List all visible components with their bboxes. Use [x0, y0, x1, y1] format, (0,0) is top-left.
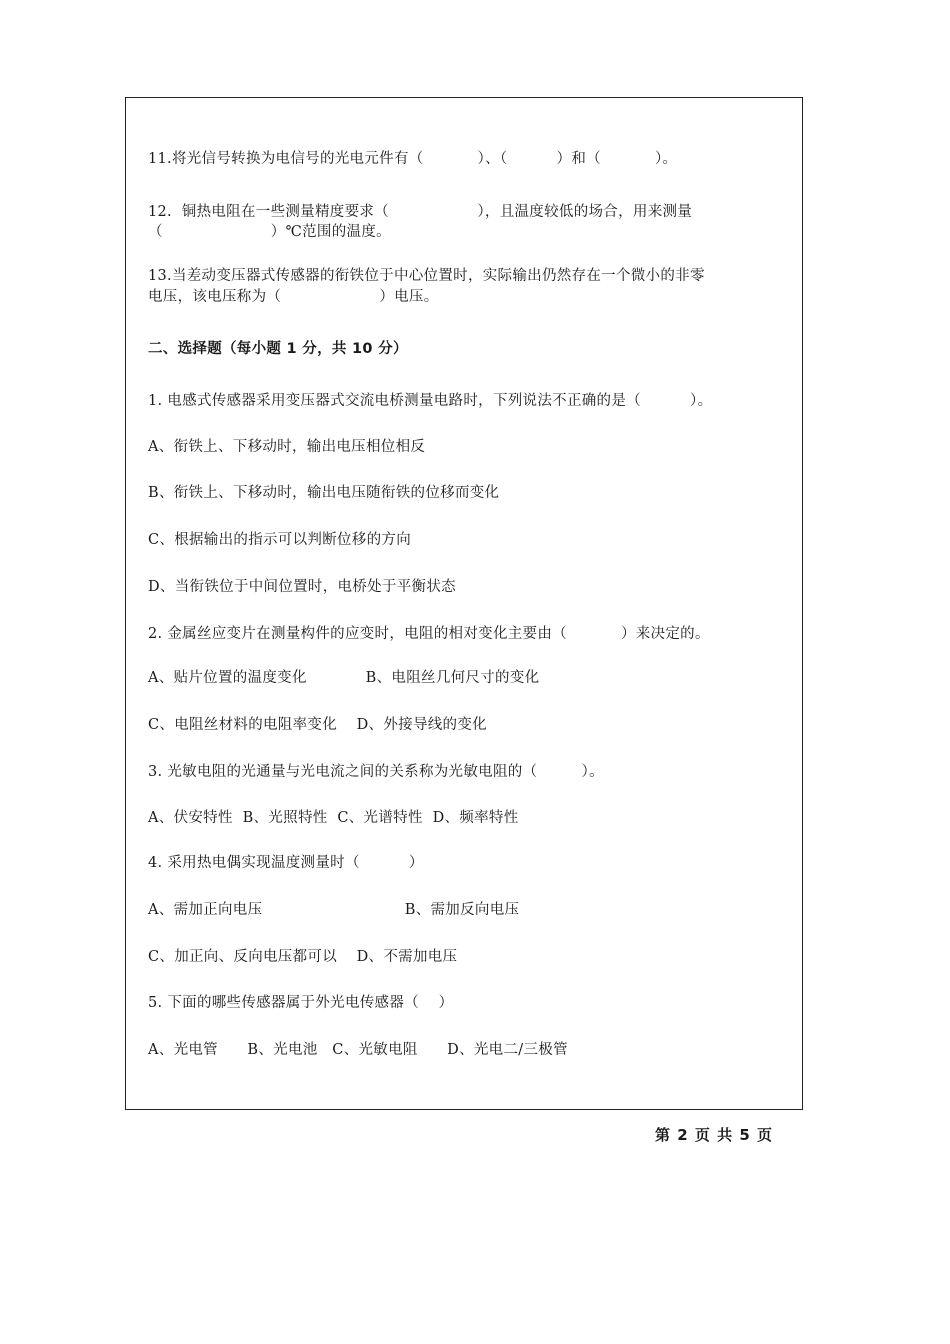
- section-heading-choice: 二、选择题（每小题 1 分，共 10 分）: [148, 341, 408, 357]
- choice-question-2: 2. 金属丝应变片在测量构件的应变时，电阻的相对变化主要由（ ）来决定的。: [148, 626, 710, 642]
- question-13-line-1: 13.当差动变压器式传感器的衔铁位于中心位置时，实际输出仍然存在一个微小的非零: [148, 268, 705, 284]
- choice-2-options-cd: C、电阻丝材料的电阻率变化 D、外接导线的变化: [148, 717, 487, 733]
- choice-5-options: A、光电管 B、光电池 C、光敏电阻 D、光电二/三极管: [148, 1042, 568, 1058]
- choice-question-4: 4. 采用热电偶实现温度测量时（ ）: [148, 855, 424, 871]
- choice-1-option-b: B、衔铁上、下移动时，输出电压随衔铁的位移而变化: [148, 485, 500, 501]
- question-12-line-2: （ ）℃范围的温度。: [148, 224, 391, 240]
- page-number: 第 2 页 共 5 页: [655, 1126, 773, 1144]
- choice-1-option-c: C、根据输出的指示可以判断位移的方向: [148, 532, 411, 548]
- choice-question-3: 3. 光敏电阻的光通量与光电流之间的关系称为光敏电阻的（ ）。: [148, 764, 604, 780]
- choice-2-options-ab: A、贴片位置的温度变化 B、电阻丝几何尺寸的变化: [148, 670, 540, 686]
- choice-1-option-d: D、当衔铁位于中间位置时，电桥处于平衡状态: [148, 579, 456, 595]
- question-12-line-1: 12. 铜热电阻在一些测量精度要求（ ），且温度较低的场合，用来测量: [148, 204, 693, 220]
- question-13-line-2: 电压，该电压称为（ ）电压。: [148, 289, 439, 305]
- choice-question-1: 1. 电感式传感器采用变压器式交流电桥测量电路时，下列说法不正确的是（ ）。: [148, 393, 713, 409]
- question-11: 11.将光信号转换为电信号的光电元件有（ ）、（ ）和（ ）。: [148, 151, 678, 167]
- choice-4-options-cd: C、加正向、反向电压都可以 D、不需加电压: [148, 949, 458, 965]
- choice-1-option-a: A、衔铁上、下移动时，输出电压相位相反: [148, 439, 426, 455]
- choice-4-options-ab: A、需加正向电压 B、需加反向电压: [148, 902, 520, 918]
- choice-3-options: A、伏安特性 B、光照特性 C、光谱特性 D、频率特性: [148, 810, 519, 826]
- choice-question-5: 5. 下面的哪些传感器属于外光电传感器（ ）: [148, 995, 454, 1011]
